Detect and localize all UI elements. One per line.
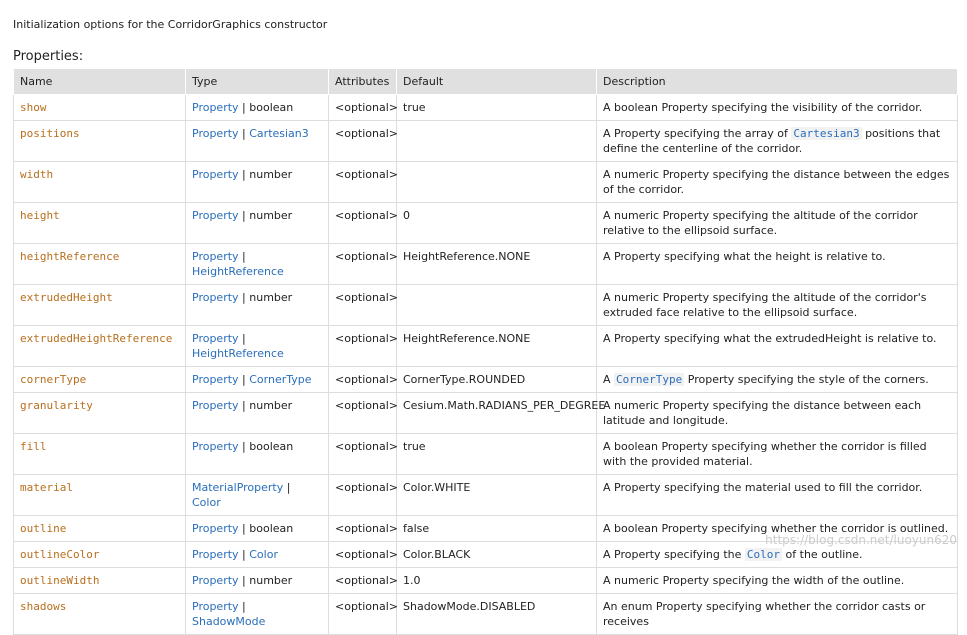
property-type — [186, 568, 329, 594]
property-type — [186, 285, 329, 326]
property-description — [597, 594, 958, 635]
description-text: A numeric Property specifying the distance between each latitude and longitude. — [603, 399, 922, 427]
property-default: HeightReference.NONE — [397, 326, 597, 367]
property-attributes: <optional> — [329, 568, 397, 594]
table-row — [14, 162, 958, 203]
property-attributes: <optional> — [329, 542, 397, 568]
property-name: outlineColor — [14, 542, 186, 568]
type-link[interactable]: Color — [249, 548, 278, 561]
table-row — [14, 326, 958, 367]
property-description — [597, 121, 958, 162]
type-link[interactable]: Property — [192, 209, 239, 222]
property-description — [597, 162, 958, 203]
property-type — [186, 434, 329, 475]
description-text: A Property specifying the array of — [603, 127, 792, 140]
property-default: false — [397, 516, 597, 542]
property-name: fill — [14, 434, 186, 475]
table-row — [14, 568, 958, 594]
type-text: | — [238, 600, 246, 613]
description-text: A boolean Property specifying whether the corridor is filled with the provided material. — [603, 440, 927, 468]
table-row — [14, 121, 958, 162]
type-link[interactable]: CornerType — [249, 373, 312, 386]
property-name: outline — [14, 516, 186, 542]
property-default: Color.BLACK — [397, 542, 597, 568]
property-description — [597, 475, 958, 516]
type-text: | — [238, 373, 250, 386]
type-text: | boolean — [238, 522, 294, 535]
property-name: extrudedHeight — [14, 285, 186, 326]
intro-text: Initialization options for the CorridorGraphics constructor — [13, 18, 328, 31]
type-link[interactable]: Property — [192, 101, 239, 114]
table-row — [14, 475, 958, 516]
property-default: 1.0 — [397, 568, 597, 594]
property-attributes: <optional> — [329, 393, 397, 434]
type-link[interactable]: Property — [192, 291, 239, 304]
property-description — [597, 434, 958, 475]
property-attributes: <optional> — [329, 95, 397, 121]
property-name: material — [14, 475, 186, 516]
property-name: cornerType — [14, 367, 186, 393]
description-text: A numeric Property specifying the altitude of the corridor relative to the ellipsoid surface. — [603, 209, 918, 237]
property-type — [186, 326, 329, 367]
description-text: A boolean Property specifying whether the corridor is outlined. — [603, 522, 949, 535]
property-default: true — [397, 434, 597, 475]
type-text: | number — [238, 399, 293, 412]
type-text: | — [238, 127, 250, 140]
description-text: A numeric Property specifying the altitude of the corridor's extruded face relative to the ellipsoid surface. — [603, 291, 927, 319]
description-text: An enum Property specifying whether the corridor casts or receives — [603, 600, 926, 628]
property-attributes: <optional> — [329, 244, 397, 285]
property-description — [597, 568, 958, 594]
property-default: true — [397, 95, 597, 121]
table-header-row — [14, 69, 958, 95]
type-text: | — [238, 332, 246, 345]
type-text: | — [283, 481, 291, 494]
column-header-description: Description — [597, 69, 958, 95]
description-code-link[interactable]: Color — [746, 548, 781, 561]
column-header-default: Default — [397, 69, 597, 95]
property-default: HeightReference.NONE — [397, 244, 597, 285]
property-attributes: <optional> — [329, 326, 397, 367]
property-name: height — [14, 203, 186, 244]
property-description — [597, 367, 958, 393]
type-link[interactable]: Property — [192, 332, 239, 345]
table-row — [14, 434, 958, 475]
table-body — [14, 95, 958, 635]
property-attributes: <optional> — [329, 285, 397, 326]
property-default — [397, 121, 597, 162]
description-text: A — [603, 373, 615, 386]
type-link[interactable]: Property — [192, 168, 239, 181]
property-type — [186, 475, 329, 516]
type-text: | boolean — [238, 101, 294, 114]
description-text: A numeric Property specifying the distance between the edges of the corridor. — [603, 168, 950, 196]
property-default — [397, 285, 597, 326]
property-type — [186, 244, 329, 285]
property-default: CornerType.ROUNDED — [397, 367, 597, 393]
type-link[interactable]: Property — [192, 522, 239, 535]
description-text: A numeric Property specifying the width of the outline. — [603, 574, 905, 587]
type-link[interactable]: Property — [192, 250, 239, 263]
type-link[interactable]: Property — [192, 574, 239, 587]
property-attributes: <optional> — [329, 475, 397, 516]
property-description — [597, 285, 958, 326]
description-text: A Property specifying the — [603, 548, 745, 561]
property-type — [186, 121, 329, 162]
type-text: | number — [238, 291, 293, 304]
type-link[interactable]: Property — [192, 440, 239, 453]
property-attributes: <optional> — [329, 516, 397, 542]
description-text: A Property specifying what the extrudedHeight is relative to. — [603, 332, 937, 345]
property-name: shadows — [14, 594, 186, 635]
type-link[interactable]: ShadowMode — [192, 615, 266, 628]
property-description — [597, 95, 958, 121]
type-link[interactable]: Cartesian3 — [249, 127, 309, 140]
property-description — [597, 326, 958, 367]
column-header-name: Name — [14, 69, 186, 95]
table-row — [14, 95, 958, 121]
table-row — [14, 393, 958, 434]
description-text: A Property specifying what the height is relative to. — [603, 250, 886, 263]
property-type — [186, 203, 329, 244]
type-text: | number — [238, 209, 293, 222]
property-attributes: <optional> — [329, 203, 397, 244]
type-link[interactable]: Color — [192, 496, 221, 509]
type-link[interactable]: MaterialProperty — [192, 481, 284, 494]
property-name: extrudedHeightReference — [14, 326, 186, 367]
table-row — [14, 203, 958, 244]
column-header-type: Type — [186, 69, 329, 95]
property-type — [186, 95, 329, 121]
property-attributes: <optional> — [329, 162, 397, 203]
properties-heading: Properties: — [13, 49, 84, 64]
property-name: width — [14, 162, 186, 203]
property-type — [186, 393, 329, 434]
description-text: of the outline. — [782, 548, 863, 561]
description-text: Property specifying the style of the corners. — [684, 373, 929, 386]
type-text: | — [238, 548, 250, 561]
property-description — [597, 393, 958, 434]
description-text: A Property specifying the material used to fill the corridor. — [603, 481, 923, 494]
property-description — [597, 244, 958, 285]
table-row — [14, 244, 958, 285]
type-link[interactable]: Property — [192, 548, 239, 561]
type-text: | number — [238, 574, 293, 587]
properties-table — [13, 68, 958, 635]
property-type — [186, 162, 329, 203]
type-link[interactable]: Property — [192, 373, 239, 386]
property-name: granularity — [14, 393, 186, 434]
property-type — [186, 367, 329, 393]
type-text: | boolean — [238, 440, 294, 453]
property-description — [597, 203, 958, 244]
property-default — [397, 162, 597, 203]
property-attributes: <optional> — [329, 367, 397, 393]
property-default: 0 — [397, 203, 597, 244]
type-link[interactable]: Property — [192, 600, 239, 613]
description-text: positions that define the centerline of the corridor. — [603, 127, 941, 155]
property-attributes: <optional> — [329, 121, 397, 162]
property-attributes: <optional> — [329, 594, 397, 635]
property-default: ShadowMode.DISABLED — [397, 594, 597, 635]
property-type — [186, 542, 329, 568]
description-code-link[interactable]: CornerType — [616, 373, 683, 386]
property-default: Color.WHITE — [397, 475, 597, 516]
type-link[interactable]: HeightReference — [192, 347, 284, 360]
type-link[interactable]: Property — [192, 127, 239, 140]
type-link[interactable]: Property — [192, 399, 239, 412]
property-type — [186, 594, 329, 635]
type-link[interactable]: HeightReference — [192, 265, 284, 278]
property-type — [186, 516, 329, 542]
description-code-link[interactable]: Cartesian3 — [793, 127, 860, 140]
property-name: positions — [14, 121, 186, 162]
property-default: Cesium.Math.RADIANS_PER_DEGREE — [397, 393, 597, 434]
property-name: show — [14, 95, 186, 121]
column-header-attributes: Attributes — [329, 69, 397, 95]
type-text: | — [238, 250, 246, 263]
property-name: heightReference — [14, 244, 186, 285]
table-row — [14, 367, 958, 393]
table-row — [14, 285, 958, 326]
property-name: outlineWidth — [14, 568, 186, 594]
table-row — [14, 594, 958, 635]
property-attributes: <optional> — [329, 434, 397, 475]
watermark: https://blog.csdn.net/luoyun620 — [765, 533, 957, 547]
description-text: A boolean Property specifying the visibility of the corridor. — [603, 101, 923, 114]
type-text: | number — [238, 168, 293, 181]
